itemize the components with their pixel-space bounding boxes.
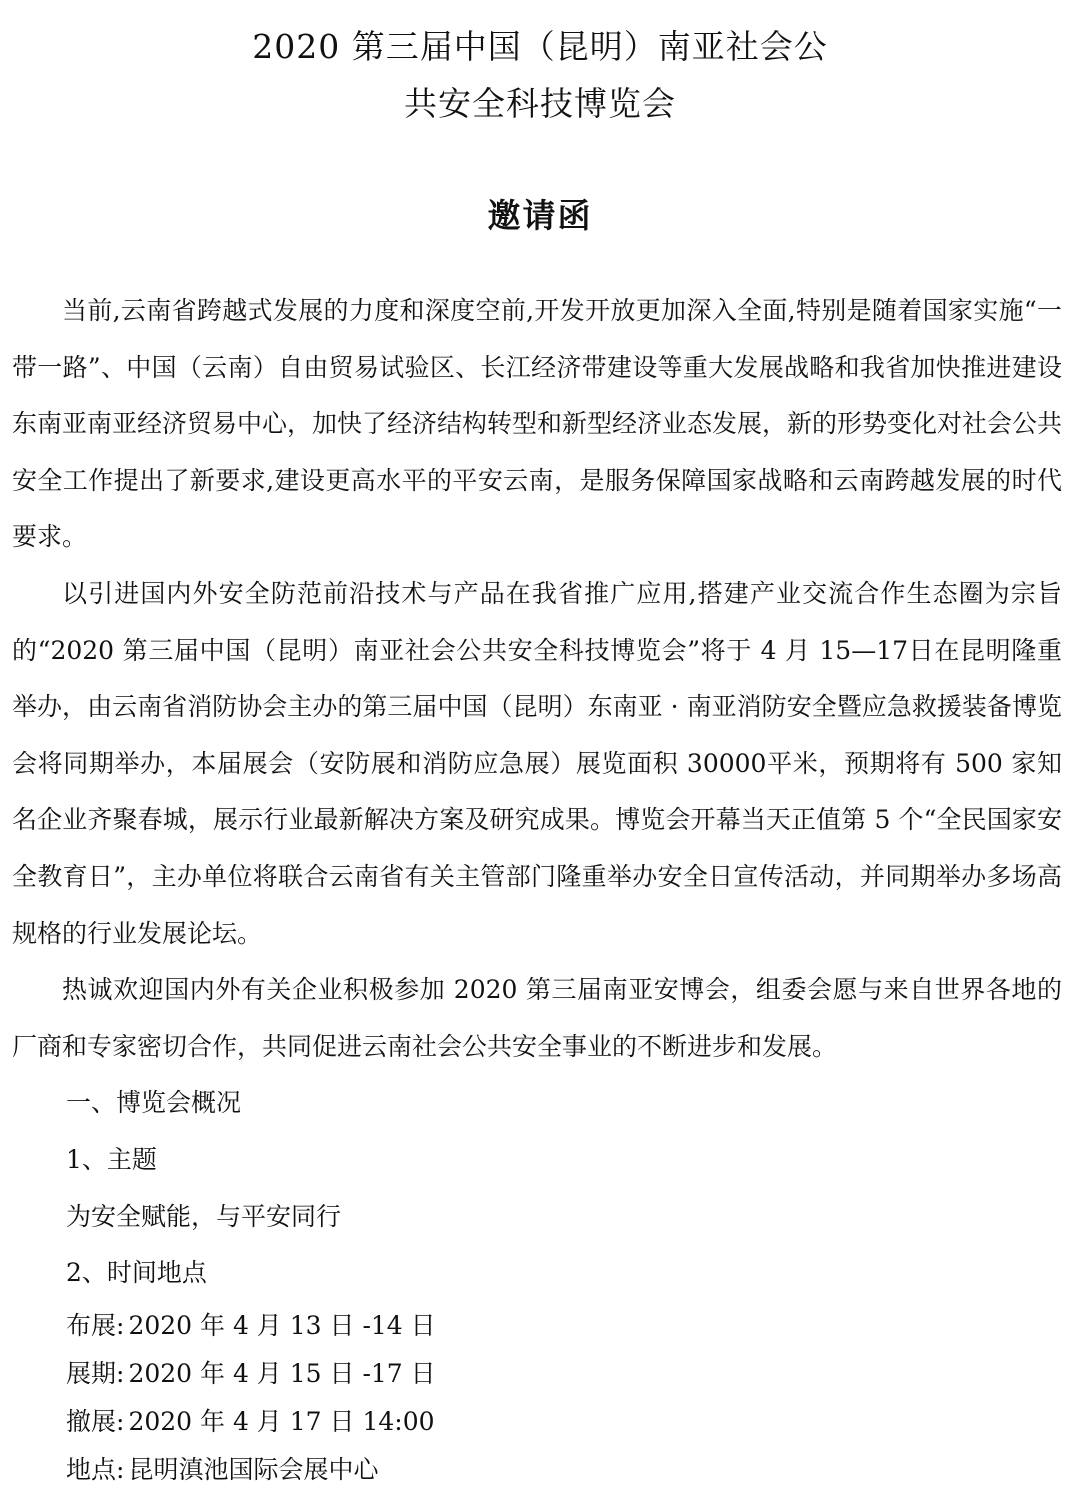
paragraph-welcome: 热诚欢迎国内外有关企业积极参加 2020 第三届南亚安博会，组委会愿与来自世界各地的厂商和专家密切合作，共同促进云南社会公共安全事业的不断进步和发展。 — [12, 975, 1062, 1061]
document-title-line-2: 共安全科技博览会 — [404, 84, 676, 123]
document-title-line-1: 2020 第三届中国（昆明）南亚社会公 — [252, 27, 828, 66]
schedule-label: 撤展: — [66, 1406, 125, 1436]
section-heading-overview: 一、博览会概况 — [66, 1088, 242, 1118]
schedule-value: 2020 年 4 月 15 日 -17 日 — [128, 1358, 436, 1388]
schedule-label: 地点: — [66, 1454, 125, 1484]
document-body — [12, 283, 1062, 1494]
paragraph-event: 以引进国内外安全防范前沿技术与产品在我省推广应用,搭建产业交流合作生态圈为宗旨的“2020 第三届中国（昆明）南亚社会公共安全科技博览会”将于 4 月 15—17日在昆明隆重举办，由云南省消防协会主办的第三届中国（昆明）东南亚 · 南亚消防安全暨应急救援装备博览会将同期举办，本届展会（安防展和消防应急展）展览面积 30000平米，预期将有 500 家知名企业齐聚春城，展示行业最新解决方案及研究成果。博览会开幕当天正值第 5 个“全民国家安全教育日”，主办单位将联合云南省有关主管部门隆重举办安全日宣传活动，并同期举办多场高规格的行业发展论坛。 — [12, 578, 1062, 948]
schedule-label: 布展: — [66, 1310, 125, 1340]
schedule-row-setup — [12, 1302, 1062, 1350]
item-heading-time-place: 2、时间地点 — [66, 1258, 207, 1288]
schedule-row-exhibition — [12, 1350, 1062, 1398]
document-subtitle: 邀请函 — [487, 196, 593, 235]
item-heading-theme: 1、主题 — [66, 1144, 157, 1174]
schedule-row-venue — [12, 1446, 1062, 1494]
item-text-theme: 为安全赋能，与平安同行 — [66, 1201, 342, 1231]
schedule-value: 昆明滇池国际会展中心 — [128, 1454, 379, 1484]
schedule-value: 2020 年 4 月 13 日 -14 日 — [128, 1310, 436, 1340]
schedule-label: 展期: — [66, 1358, 125, 1388]
schedule-row-teardown — [12, 1398, 1062, 1446]
paragraph-intro: 当前,云南省跨越式发展的力度和深度空前,开发开放更加深入全面,特别是随着国家实施“一带一路”、中国（云南）自由贸易试验区、长江经济带建设等重大发展战略和我省加快推进建设东南亚南亚经济贸易中心，加快了经济结构转型和新型经济业态发展，新的形势变化对社会公共安全工作提出了新要求,建设更高水平的平安云南，是服务保障国家战略和云南跨越发展的时代要求。 — [12, 296, 1063, 552]
schedule-value: 2020 年 4 月 17 日 14:00 — [128, 1406, 435, 1436]
